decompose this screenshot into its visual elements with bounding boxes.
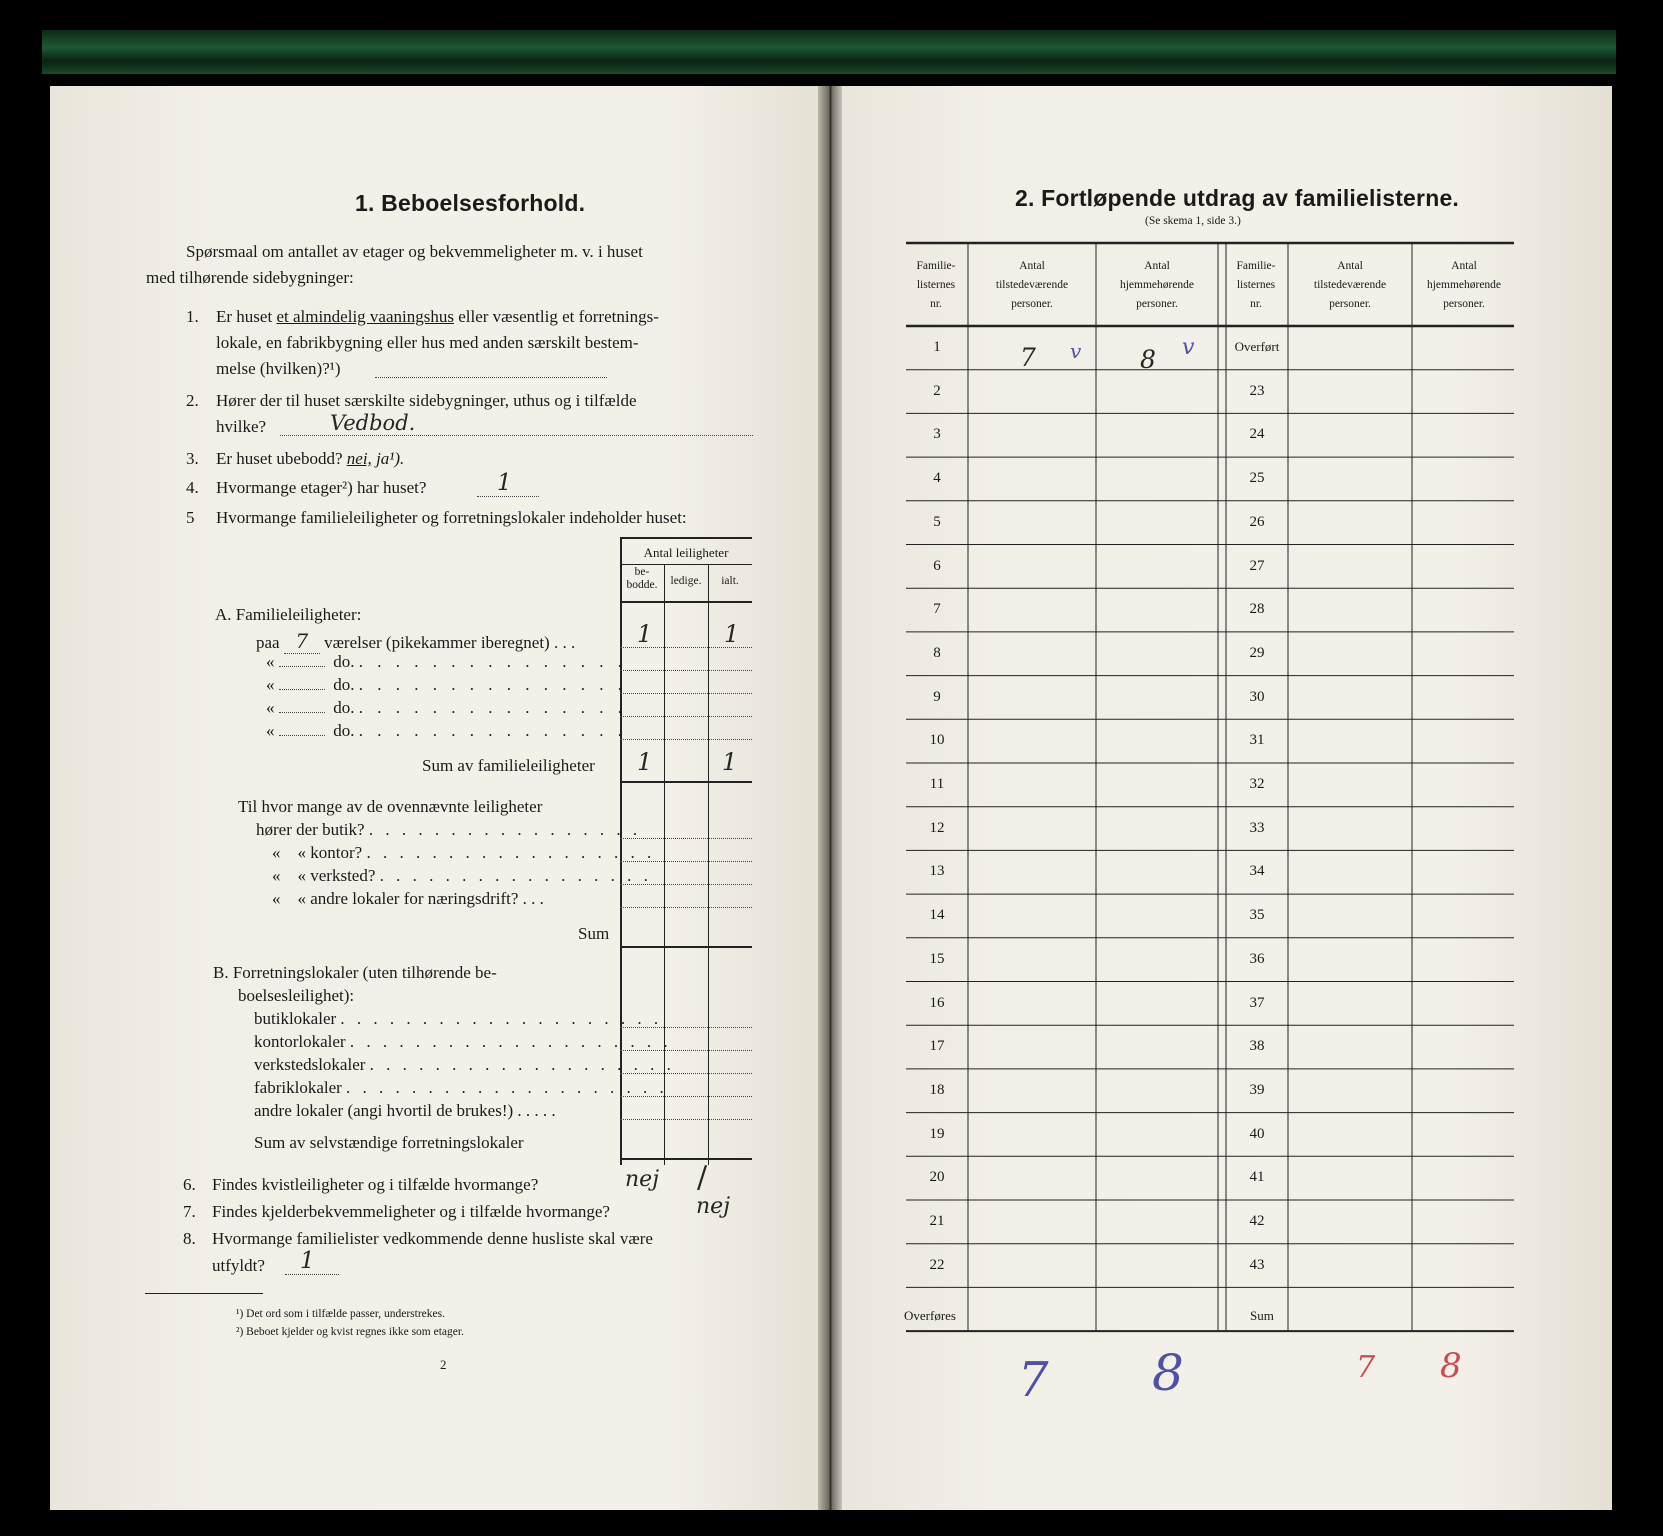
a-row-1: paa 7 værelser (pikekammer iberegnet) . . . xyxy=(256,629,576,653)
apt-table-group-header: Antal leiligheter xyxy=(643,545,729,560)
til-verksted: « « verksted? . . . . . . . . . . . . . . . . . xyxy=(272,866,652,885)
row-number-right: 35 xyxy=(1249,907,1265,924)
apt-table-top-rule xyxy=(620,537,752,539)
row-number-left: 5 xyxy=(933,513,941,530)
b-fabriklokaler: fabriklokaler . . . . . . . . . . . . . . . . . . . . xyxy=(254,1078,668,1097)
row-number-left: 9 xyxy=(933,688,941,705)
row-number-left: 7 xyxy=(933,601,941,618)
a-sum-bebodde-value: 1 xyxy=(637,748,653,776)
b-kontor-rule xyxy=(620,1049,752,1051)
apt-col-ledige: ledige. xyxy=(670,575,702,587)
a-row-5: « do. . . . . . . . . . . . . . . . xyxy=(266,721,627,740)
q3-text: Er huset ubebodd? nei, ja¹). xyxy=(216,449,405,468)
a-row-4: « do. . . . . . . . . . . . . . . . xyxy=(266,698,627,717)
header-familie-nr-left: Familie- listernes nr. xyxy=(916,260,956,310)
q1-line-3: melse (hvilken)?¹) xyxy=(216,359,341,378)
til-andre: « « andre lokaler for næringsdrift? . . . xyxy=(272,889,544,908)
a-row1-bebodde-value: 1 xyxy=(637,620,653,648)
red-total-tilstedevaerende: 7 xyxy=(1356,1350,1376,1385)
q1-line-2: lokale, en fabrikbygning eller hus med anden særskilt bestem- xyxy=(216,333,639,352)
row-number-right: 25 xyxy=(1249,470,1265,487)
q6-text: Findes kvistleiligheter og i tilfælde hvormange? xyxy=(212,1175,539,1194)
footer-overfores: Overføres xyxy=(904,1308,956,1323)
a-row3-rule xyxy=(620,692,752,694)
b-butiklokaler: butiklokaler . . . . . . . . . . . . . . . . . . . . xyxy=(254,1009,663,1028)
row-number-left: 3 xyxy=(933,426,941,443)
row-number-right: 34 xyxy=(1249,863,1265,880)
row-number-right: 29 xyxy=(1249,644,1265,661)
row-number-right: 24 xyxy=(1249,426,1265,443)
row-number-right: 31 xyxy=(1249,732,1265,749)
row-number-left: 20 xyxy=(929,1169,945,1186)
q6-handwritten-answer: nej xyxy=(625,1167,660,1192)
footnote-2: ²) Beboet kjelder og kvist regnes ikke som etager. xyxy=(236,1326,464,1338)
row-number-right: 23 xyxy=(1249,382,1265,399)
q8-handwritten-answer: 1 xyxy=(300,1248,315,1274)
b-andre-lokaler: andre lokaler (angi hvortil de brukes!) . . . . . xyxy=(254,1101,556,1120)
row-number-right: Overført xyxy=(1234,339,1280,354)
row-number-right: 37 xyxy=(1249,994,1265,1011)
q1-underlined-answer: et almindelig vaaningshus xyxy=(276,307,454,326)
a-sum-ialt-value: 1 xyxy=(722,748,738,776)
a-rooms-handwritten: 7 xyxy=(284,629,320,654)
row-number-right: 30 xyxy=(1249,688,1265,705)
a-sum-label: Sum av familieleiligheter xyxy=(422,756,595,775)
intro-line-2: med tilhørende sidebygninger: xyxy=(146,268,354,287)
b-kontorlokaler: kontorlokaler . . . . . . . . . . . . . . . . . . . . xyxy=(254,1032,672,1051)
a-row-3: « do. . . . . . . . . . . . . . . . xyxy=(266,675,627,694)
q1-answer-line xyxy=(375,376,607,378)
total-tilstedevaerende: 7 xyxy=(1018,1352,1049,1408)
til-butik-rule xyxy=(620,837,752,839)
q8-line-2: utfyldt? xyxy=(212,1256,265,1275)
q3-underlined-nei: nei, xyxy=(346,449,372,468)
row-number-left: 22 xyxy=(929,1256,945,1273)
a-row-2: « do. . . . . . . . . . . . . . . . xyxy=(266,652,627,671)
b-butik-rule xyxy=(620,1026,752,1028)
b-fabrik-rule xyxy=(620,1095,752,1097)
b-sum-rule xyxy=(620,1158,752,1160)
row-number-left: 8 xyxy=(933,644,941,661)
row-number-left: 4 xyxy=(933,470,941,487)
q4-text: Hvormange etager²) har huset? xyxy=(216,478,427,497)
q8-number: 8. xyxy=(183,1229,196,1248)
q5-number: 5 xyxy=(186,508,195,527)
row-number-right: 28 xyxy=(1249,601,1265,618)
row-number-right: 43 xyxy=(1249,1256,1265,1273)
row-number-right: 36 xyxy=(1249,950,1265,967)
row-number-left: 16 xyxy=(929,994,945,1011)
til-andre-rule xyxy=(620,906,752,908)
apt-col-ialt: ialt. xyxy=(721,575,739,587)
row1-hjemmehorende-value: 8 xyxy=(1140,345,1156,374)
apt-table-header-rule xyxy=(620,601,752,603)
row-number-left: 12 xyxy=(929,819,945,836)
q1-number: 1. xyxy=(186,307,199,326)
footer-sum: Sum xyxy=(1250,1308,1274,1323)
row-number-left: 6 xyxy=(933,557,941,574)
row-number-right: 33 xyxy=(1249,819,1265,836)
apt-col-bebodde: be- bodde. xyxy=(626,566,658,591)
q2-line-2: hvilke? xyxy=(216,417,267,436)
q7-number: 7. xyxy=(183,1202,196,1221)
header-tilstedevaerende-right: Antal tilstedeværende personer. xyxy=(1313,260,1387,310)
total-hjemmehorende: 8 xyxy=(1152,1344,1184,1402)
a-row5-rule xyxy=(620,738,752,740)
b-verkstedslokaler: verkstedslokaler . . . . . . . . . . . . . . . . . . . xyxy=(254,1055,675,1074)
intro-line-1: Spørsmaal om antallet av etager og bekvemmeligheter m. v. i huset xyxy=(186,242,643,261)
row-number-right: 26 xyxy=(1249,513,1265,530)
row1-tilstedevaerende-value: 7 xyxy=(1020,343,1036,372)
til-sum-rule xyxy=(620,946,752,948)
row1-hjem-check: v xyxy=(1182,335,1195,360)
til-line-1: Til hvor mange av de ovennævnte leiligheter xyxy=(238,797,543,816)
section-subtitle: (Se skema 1, side 3.) xyxy=(1145,215,1241,227)
q4-number: 4. xyxy=(186,478,199,497)
row-number-right: 32 xyxy=(1249,776,1265,792)
header-tilstedevaerende-left: Antal tilstedeværende personer. xyxy=(995,260,1069,310)
section-title-familielister: 2. Fortløpende utdrag av familielisterne. xyxy=(1015,185,1460,211)
row-number-right: 41 xyxy=(1249,1169,1265,1186)
row-number-right: 27 xyxy=(1249,557,1265,574)
row-number-right: 40 xyxy=(1249,1125,1265,1142)
a-row1-ialt-value: 1 xyxy=(724,620,740,648)
q1-text: Er huset et almindelig vaaningshus eller væsentlig et forretnings- xyxy=(216,307,659,326)
q2-line-1: Hører der til huset særskilte sidebygninger, uthus og i tilfælde xyxy=(216,391,637,410)
q3-number: 3. xyxy=(186,449,199,468)
b-verksted-rule xyxy=(620,1072,752,1074)
row-number-right: 39 xyxy=(1249,1081,1265,1098)
header-hjemmehorende-left: Antal hjemmehørende personer. xyxy=(1119,260,1195,310)
q2-number: 2. xyxy=(186,391,199,410)
footnote-1: ¹) Det ord som i tilfælde passer, understrekes. xyxy=(236,1308,445,1320)
til-sum-label: Sum xyxy=(578,924,610,943)
row-number-left: 19 xyxy=(929,1125,945,1142)
family-list-table xyxy=(900,236,1520,1346)
row-number-left: 17 xyxy=(929,1038,945,1055)
row-number-right: 42 xyxy=(1249,1213,1265,1229)
a-row1-rule xyxy=(620,646,752,648)
header-hjemmehorende-right: Antal hjemmehørende personer. xyxy=(1426,260,1502,310)
row-number-left: 11 xyxy=(929,776,945,792)
apt-table-col-rule-2 xyxy=(708,564,709,1165)
section-a-heading: A. Familieleiligheter: xyxy=(215,605,362,624)
row1-tilst-check: v xyxy=(1070,339,1082,363)
a-sum-rule xyxy=(620,781,752,783)
q7-handwritten-answer: nej xyxy=(696,1194,731,1219)
red-total-hjemmehorende: 8 xyxy=(1440,1346,1462,1386)
apt-table-group-rule xyxy=(620,564,752,565)
row-number-left: 2 xyxy=(933,382,941,399)
q7-text: Findes kjelderbekvemmeligheter og i tilfælde hvormange? xyxy=(212,1202,610,1221)
q5-text: Hvormange familieleiligheter og forretningslokaler indeholder huset: xyxy=(216,508,687,527)
binding-strip xyxy=(42,30,1616,74)
row-number-left: 15 xyxy=(929,950,945,967)
b-andre-rule xyxy=(620,1118,752,1120)
row-number-left: 18 xyxy=(929,1081,945,1098)
header-familie-nr-right: Familie- listernes nr. xyxy=(1236,260,1276,310)
q6-number: 6. xyxy=(183,1175,196,1194)
til-kontor: « « kontor? . . . . . . . . . . . . . . . . . . xyxy=(272,843,656,862)
q8-line-1: Hvormange familielister vedkommende denne husliste skal være xyxy=(212,1229,653,1248)
footnote-divider xyxy=(145,1293,263,1294)
til-verksted-rule xyxy=(620,883,752,885)
row-number-left: 13 xyxy=(929,863,945,880)
b-sum-label: Sum av selvstændige forretningslokaler xyxy=(254,1133,524,1152)
til-butik: hører der butik? . . . . . . . . . . . . . . . . . xyxy=(256,820,642,839)
row-number-left: 1 xyxy=(933,339,941,355)
row-number-right: 38 xyxy=(1249,1038,1265,1055)
section-b-line-2: boelsesleilighet): xyxy=(238,986,355,1005)
section-title-beboelsesforhold: 1. Beboelsesforhold. xyxy=(355,190,586,216)
row-number-left: 21 xyxy=(929,1213,945,1229)
a-row2-rule xyxy=(620,669,752,671)
row-number-left: 14 xyxy=(929,907,945,924)
book-gutter xyxy=(818,86,842,1510)
page-number: 2 xyxy=(440,1357,447,1372)
q2-handwritten-answer: Vedbod. xyxy=(330,411,416,435)
row-number-left: 10 xyxy=(929,732,945,749)
q4-handwritten-answer: 1 xyxy=(497,470,512,496)
q6-slash-mark: / xyxy=(697,1160,708,1195)
til-kontor-rule xyxy=(620,860,752,862)
section-b-line-1: B. Forretningslokaler (uten tilhørende be- xyxy=(213,963,497,982)
a-row4-rule xyxy=(620,715,752,717)
